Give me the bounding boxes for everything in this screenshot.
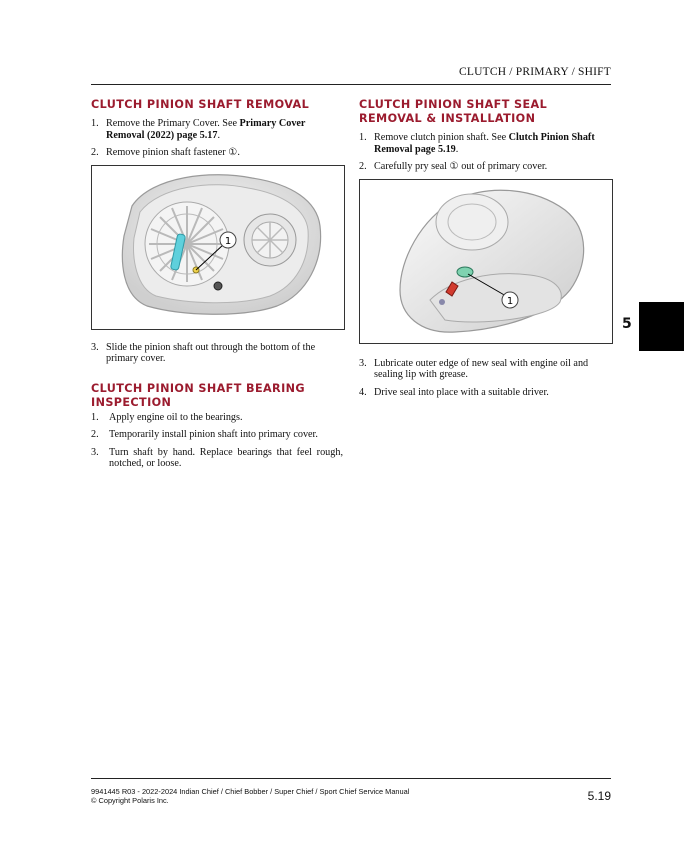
step-text: Carefully pry seal ① out of primary cover. xyxy=(374,161,548,172)
step-text: Apply engine oil to the bearings. xyxy=(109,411,243,423)
step-text: Temporarily install pinion shaft into primary cover. xyxy=(109,429,318,440)
bearing-step-3 xyxy=(91,447,343,470)
step-number: 1. xyxy=(359,132,367,143)
footer-rule xyxy=(91,778,611,779)
step-text: Slide the pinion shaft out through the bottom of the primary cover. xyxy=(106,341,316,364)
seal-step-1 xyxy=(359,132,611,155)
step-number: 3. xyxy=(91,446,99,458)
removal-step-2 xyxy=(91,147,343,159)
step-number: 2. xyxy=(91,147,99,158)
footer-manual-title: 9941445 R03 - 2022-2024 Indian Chief / Chief Bobber / Super Chief / Sport Chief Service Manual xyxy=(91,787,410,796)
step-text: Lubricate outer edge of new seal with engine oil and sealing lip with grease. xyxy=(374,357,589,380)
bearing-heading: CLUTCH PINION SHAFT BEARING INSPECTION xyxy=(91,381,305,409)
step-text: Drive seal into place with a suitable driver. xyxy=(374,386,549,398)
figure-callout: 1 xyxy=(224,235,232,247)
right-column xyxy=(359,98,611,404)
step-text-lead: Remove clutch pinion shaft. See xyxy=(374,132,509,143)
seal-step-3 xyxy=(359,358,611,381)
page-number: 5.19 xyxy=(587,789,611,803)
step-text xyxy=(106,118,343,141)
figure-callout: 1 xyxy=(506,295,514,307)
left-column xyxy=(91,98,343,476)
step-text: Remove pinion shaft fastener ①. xyxy=(106,147,240,158)
removal-step-3 xyxy=(91,342,343,365)
primary-cover-figure xyxy=(91,165,345,330)
primary-cover-illustration xyxy=(92,166,344,329)
seal-step-2 xyxy=(359,161,611,173)
step-number: 3. xyxy=(359,357,367,369)
header-rule xyxy=(91,84,611,85)
bearing-step-2 xyxy=(91,429,343,441)
seal-step-4 xyxy=(359,387,611,399)
step-number: 2. xyxy=(359,161,367,172)
section-header: CLUTCH / PRIMARY / SHIFT xyxy=(459,66,611,78)
step-number: 1. xyxy=(91,411,99,423)
step-number: 1. xyxy=(91,118,99,129)
step-text xyxy=(374,132,611,155)
step-text-lead: Remove the Primary Cover. See xyxy=(106,118,240,129)
step-number: 2. xyxy=(91,429,99,440)
step-text-tail: . xyxy=(455,143,459,155)
step-number: 4. xyxy=(359,386,367,398)
footer-copyright: © Copyright Polaris Inc. xyxy=(91,796,169,805)
seal-heading: CLUTCH PINION SHAFT SEAL REMOVAL & INSTALLATION xyxy=(359,98,548,125)
step-number: 3. xyxy=(91,341,99,353)
step-reference: Clutch Pinion Shaft Removal page 5.19 xyxy=(374,132,595,155)
footer-text xyxy=(91,787,409,805)
primary-cover-seal-figure xyxy=(359,179,613,344)
step-text-tail: . xyxy=(217,129,221,141)
removal-heading: CLUTCH PINION SHAFT REMOVAL xyxy=(91,98,310,111)
step-reference: Primary Cover Removal (2022) page 5.17 xyxy=(106,118,306,141)
step-text: Turn shaft by hand. Replace bearings that feel rough, notched, or loose. xyxy=(109,446,343,469)
seal-illustration xyxy=(360,180,612,343)
chapter-tab xyxy=(639,302,684,351)
bearing-step-1 xyxy=(91,412,343,424)
removal-step-1 xyxy=(91,118,343,141)
chapter-number: 5 xyxy=(622,316,632,332)
